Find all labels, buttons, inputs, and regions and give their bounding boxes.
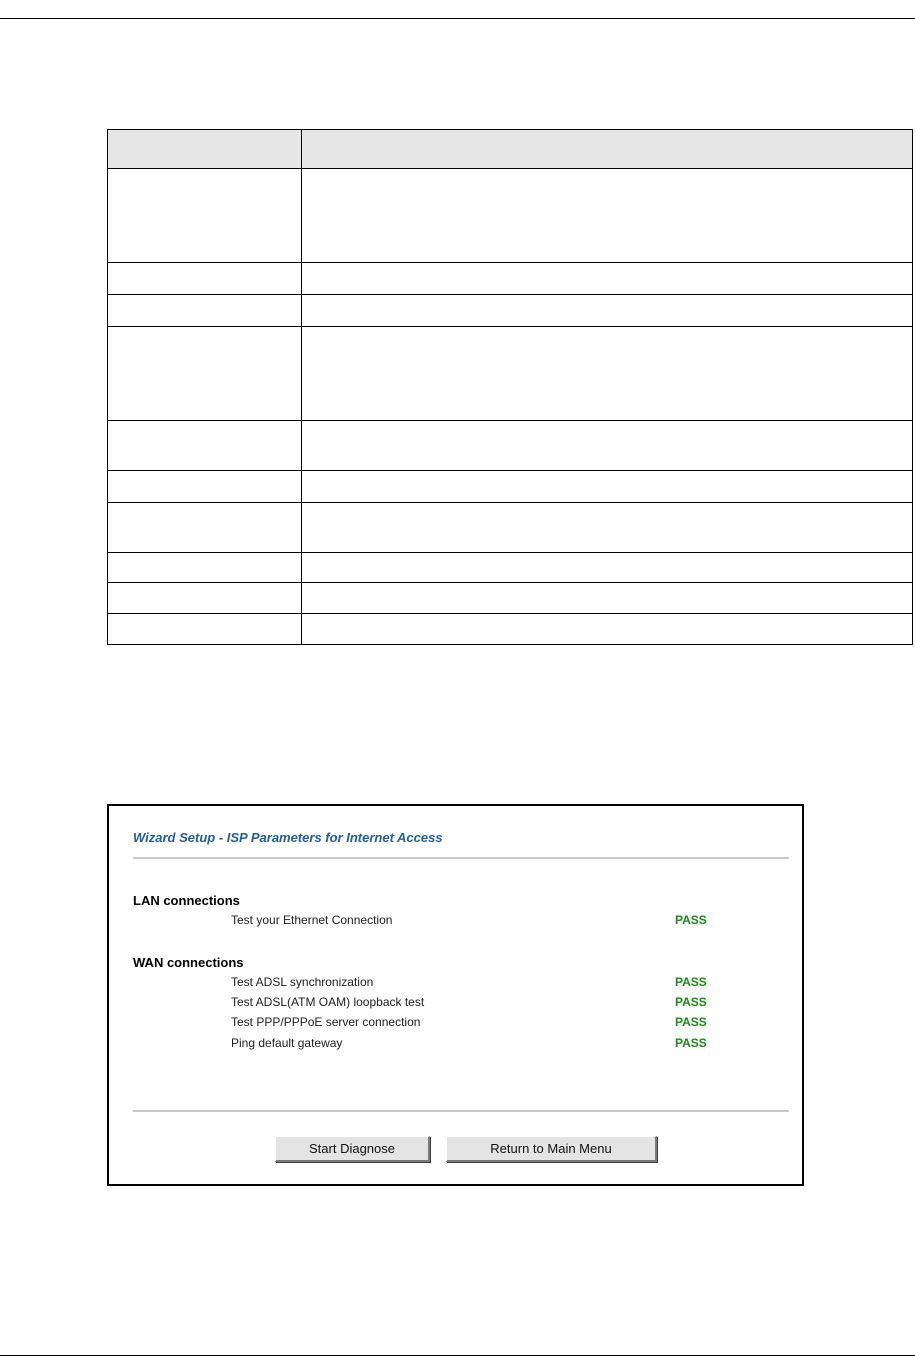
title-divider [133,857,789,860]
wan-test-label: Test ADSL(ATM OAM) loopback test [231,995,425,1009]
table-cell-description [302,327,913,421]
table-row [108,553,913,583]
start-diagnose-button[interactable]: Start Diagnose [275,1136,430,1162]
wan-test-status: PASS [675,1036,707,1050]
table-row [108,263,913,295]
table-cell-label [108,553,302,583]
diagnose-screenshot [107,804,804,1186]
lan-test-status: PASS [675,913,707,927]
table-cell-label [108,583,302,614]
table-row [108,327,913,421]
table-cell-label [108,503,302,553]
header-rule [0,18,915,19]
table-row [108,471,913,503]
table-header-label [108,130,302,169]
wan-test-label: Test ADSL synchronization [231,975,374,989]
table-row [108,614,913,645]
table-header-description [302,130,913,169]
wan-test-label: Test PPP/PPPoE server connection [231,1015,421,1029]
wan-test-status: PASS [675,1015,707,1029]
wizard-title: Wizard Setup - ISP Parameters for Internet Access [133,830,443,845]
table-cell-label [108,263,302,295]
table-row [108,421,913,471]
table-cell-label [108,327,302,421]
table-cell-description [302,503,913,553]
table-header-row [108,130,913,169]
table-row [108,169,913,263]
table-cell-description [302,263,913,295]
table-cell-description [302,295,913,327]
table-cell-description [302,471,913,503]
lan-section-heading: LAN connections [133,893,240,908]
table-cell-label [108,169,302,263]
table-row [108,503,913,553]
table-row [108,583,913,614]
table-cell-description [302,614,913,645]
wan-section-heading: WAN connections [133,955,244,970]
table-row [108,295,913,327]
table-cell-description [302,421,913,471]
return-to-main-menu-button[interactable]: Return to Main Menu [446,1136,657,1162]
table-cell-label [108,614,302,645]
footer-rule [0,1355,915,1356]
field-description-table [107,129,913,645]
table-cell-description [302,553,913,583]
table-cell-label [108,471,302,503]
table-cell-description [302,169,913,263]
table-cell-description [302,583,913,614]
wan-test-status: PASS [675,975,707,989]
table-cell-label [108,421,302,471]
wan-test-status: PASS [675,995,707,1009]
lan-test-label: Test your Ethernet Connection [231,913,393,927]
wan-test-label: Ping default gateway [231,1036,343,1050]
table-cell-label [108,295,302,327]
button-divider [133,1110,789,1113]
